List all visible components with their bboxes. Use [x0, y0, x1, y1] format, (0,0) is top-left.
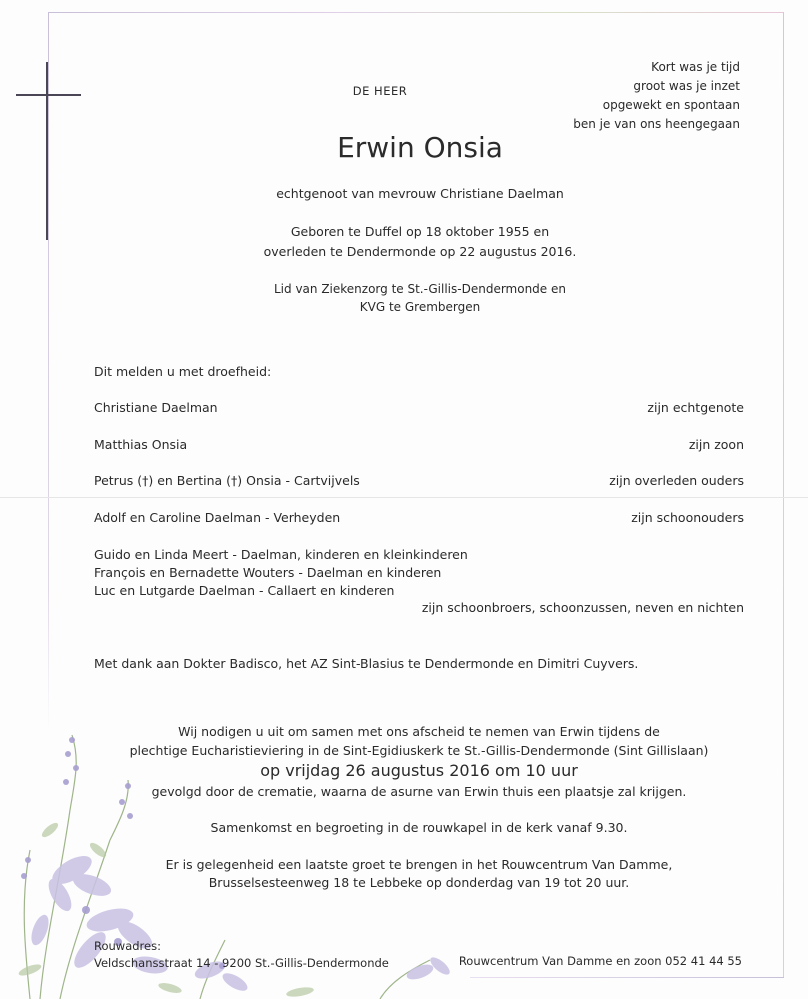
- poem-line: opgewekt en spontaan: [602, 98, 740, 112]
- visitation-info: [94, 856, 744, 892]
- deceased-name: Erwin Onsia: [337, 131, 503, 164]
- frame-bottom-border: [470, 977, 784, 978]
- address-label: Rouwadres:: [94, 939, 161, 953]
- poem-line: groot was je inzet: [633, 79, 740, 93]
- poem: [520, 58, 740, 134]
- membership-line: KVG te Grembergen: [359, 300, 481, 314]
- membership-info: [220, 280, 620, 316]
- family-member-name: Petrus (†) en Bertina (†) Onsia - Cartvijvels: [94, 473, 360, 488]
- family-member-relation: zijn zoon: [688, 437, 744, 452]
- birth-death-info: [220, 222, 620, 262]
- invitation-line: gevolgd door de crematie, waarna de asurne van Erwin thuis een plaatsje zal krijgen.: [151, 784, 687, 799]
- honorific-title: DE HEER: [352, 84, 408, 98]
- funeral-home-contact: Rouwcentrum Van Damme en zoon 052 41 44 55: [458, 954, 742, 968]
- ceremony-date: op vrijdag 26 augustus 2016 om 10 uur: [260, 761, 578, 780]
- died-line: overleden te Dendermonde op 22 augustus 2016.: [263, 244, 577, 259]
- family-member-name: Christiane Daelman: [94, 400, 218, 415]
- relatives-summary: zijn schoonbroers, schoonzussen, neven en nichten: [421, 600, 744, 615]
- invitation-line: plechtige Eucharistieviering in de Sint-Egidiuskerk te St.-Gillis-Dendermonde (Sint Gillislaan): [129, 743, 709, 758]
- frame-right-border: [783, 12, 784, 977]
- frame-left-border: [48, 12, 49, 732]
- frame-top-border: [48, 12, 783, 13]
- family-member-relation: zijn echtgenote: [647, 400, 744, 415]
- visitation-line: Brusselsesteenweg 18 te Lebbeke op donderdag van 19 tot 20 uur.: [208, 875, 630, 890]
- gathering-info: Samenkomst en begroeting in de rouwkapel in de kerk vanaf 9.30.: [210, 820, 628, 835]
- invitation-line: Wij nodigen u uit om samen met ons afscheid te nemen van Erwin tijdens de: [178, 724, 660, 739]
- mourning-address: [94, 938, 389, 972]
- family-intro: Dit melden u met droefheid:: [94, 364, 272, 379]
- poem-line: Kort was je tijd: [651, 60, 740, 74]
- poem-line: ben je van ons heengegaan: [573, 117, 740, 131]
- visitation-line: Er is gelegenheid een laatste groet te brengen in het Rouwcentrum Van Damme,: [165, 857, 673, 872]
- spouse-line: echtgenoot van mevrouw Christiane Daelman: [276, 186, 564, 201]
- born-line: Geboren te Duffel op 18 oktober 1955 en: [290, 224, 550, 239]
- relative-line: François en Bernadette Wouters - Daelman en kinderen: [94, 565, 442, 580]
- address-value: Veldschansstraat 14 - 9200 St.-Gillis-Dendermonde: [94, 956, 389, 970]
- membership-line: Lid van Ziekenzorg te St.-Gillis-Dendermonde en: [274, 282, 566, 296]
- family-member-relation: zijn overleden ouders: [609, 473, 744, 488]
- fold-line: [0, 497, 808, 498]
- relatives-list: [94, 546, 468, 600]
- thanks-line: Met dank aan Dokter Badisco, het AZ Sint-Blasius te Dendermonde en Dimitri Cuyvers.: [94, 656, 639, 671]
- family-member-name: Adolf en Caroline Daelman - Verheyden: [94, 510, 341, 525]
- relative-line: Luc en Lutgarde Daelman - Callaert en kinderen: [94, 583, 395, 598]
- relative-line: Guido en Linda Meert - Daelman, kinderen en kleinkinderen: [94, 547, 468, 562]
- family-member-relation: zijn schoonouders: [631, 510, 744, 525]
- invitation: [94, 722, 744, 801]
- family-member-name: Matthias Onsia: [94, 437, 188, 452]
